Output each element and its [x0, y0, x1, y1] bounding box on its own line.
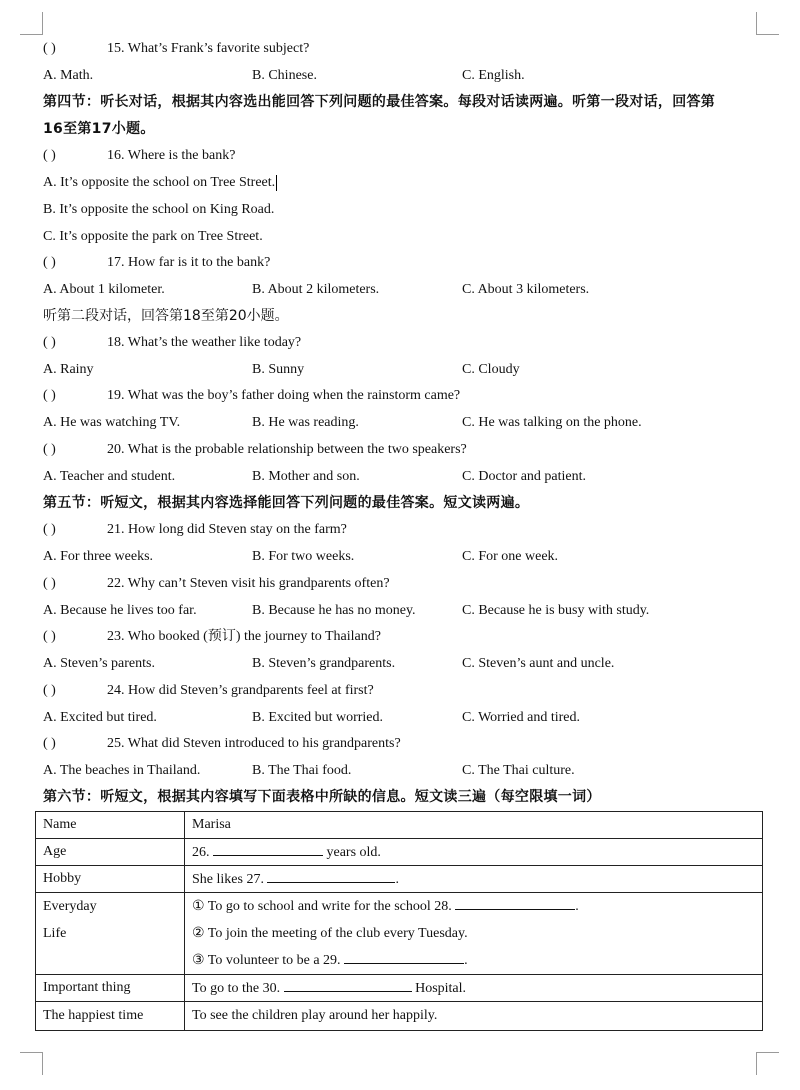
blank-prefix: ① To go to school and write for the school 28. [192, 899, 452, 914]
answer-paren[interactable]: ( ) [43, 683, 56, 698]
blank-28[interactable] [455, 897, 575, 910]
row-label: Name [36, 812, 185, 839]
question-text: 19. What was the boy’s father doing when the rainstorm came? [107, 388, 461, 403]
option-b: B. The Thai food. [252, 763, 352, 778]
question-23 [43, 628, 381, 646]
question-text: 15. What’s Frank’s favorite subject? [107, 41, 310, 56]
option-a: A. Excited but tired. [43, 710, 157, 725]
question-text: 21. How long did Steven stay on the farm? [107, 522, 347, 537]
option-a: A. Math. [43, 68, 94, 83]
option-a: A. Teacher and student. [43, 469, 176, 484]
option-a: A. Rainy [43, 362, 94, 377]
option-c: C. English. [462, 68, 525, 83]
page-corner-mark [756, 1052, 779, 1075]
option-a: A. It’s opposite the school on Tree Street. [43, 175, 276, 190]
blank-suffix: . [464, 953, 468, 968]
option-c: C. Steven’s aunt and uncle. [462, 656, 615, 671]
option-c: C. Because he is busy with study. [462, 603, 650, 618]
answer-paren[interactable]: ( ) [43, 629, 56, 644]
table-row [36, 975, 763, 1002]
answer-paren[interactable]: ( ) [43, 576, 56, 591]
page-corner-mark [20, 1052, 43, 1075]
option-b: B. Mother and son. [252, 469, 360, 484]
row-value [185, 866, 763, 893]
info-table [35, 811, 763, 1031]
option-a: A. Steven’s parents. [43, 656, 155, 671]
option-a: A. About 1 kilometer. [43, 282, 165, 297]
life-item-1 [192, 893, 755, 920]
option-b: B. Because he has no money. [252, 603, 416, 618]
question-25 [43, 735, 401, 753]
answer-paren[interactable]: ( ) [43, 148, 56, 163]
option-a-row [43, 174, 277, 192]
option-b: B. It’s opposite the school on King Road. [43, 202, 275, 217]
row-label: Important thing [36, 975, 185, 1002]
question-17 [43, 254, 270, 272]
row-label: The happiest time [36, 1002, 185, 1031]
dialog-2-instruction: 听第二段对话，回答第18至第20小题。 [43, 308, 289, 324]
blank-suffix: years old. [326, 845, 381, 860]
blank-prefix: To go to the 30. [192, 981, 281, 996]
table-row [36, 812, 763, 839]
question-21 [43, 521, 347, 539]
answer-paren[interactable]: ( ) [43, 442, 56, 457]
table-row [36, 839, 763, 866]
text-cursor [276, 175, 277, 191]
question-18 [43, 334, 301, 352]
row-label [36, 893, 185, 975]
question-15 [43, 40, 309, 58]
blank-suffix: . [575, 899, 579, 914]
blank-27[interactable] [267, 870, 395, 883]
row-value [185, 839, 763, 866]
option-b: B. About 2 kilometers. [252, 282, 380, 297]
option-b: B. He was reading. [252, 415, 359, 430]
answer-paren[interactable]: ( ) [43, 388, 56, 403]
blank-26[interactable] [213, 843, 323, 856]
option-b: B. Sunny [252, 362, 305, 377]
question-20 [43, 441, 467, 459]
blank-29[interactable] [344, 951, 464, 964]
question-22 [43, 575, 390, 593]
section-6-heading: 第六节：听短文，根据其内容填写下面表格中所缺的信息。短文读三遍（每空限填一词） [43, 789, 601, 805]
option-a: A. For three weeks. [43, 549, 154, 564]
option-c: C. About 3 kilometers. [462, 282, 590, 297]
option-c: C. For one week. [462, 549, 559, 564]
table-row [36, 866, 763, 893]
option-c: C. It’s opposite the park on Tree Street. [43, 229, 263, 244]
answer-paren[interactable]: ( ) [43, 41, 56, 56]
option-c: C. Doctor and patient. [462, 469, 587, 484]
answer-paren[interactable]: ( ) [43, 736, 56, 751]
page-corner-mark [756, 12, 779, 35]
question-text: 20. What is the probable relationship between the two speakers? [107, 442, 467, 457]
page-corner-mark [20, 12, 43, 35]
answer-paren[interactable]: ( ) [43, 255, 56, 270]
option-b: B. Chinese. [252, 68, 317, 83]
blank-suffix: . [395, 872, 399, 887]
answer-paren[interactable]: ( ) [43, 335, 56, 350]
question-text: 22. Why can’t Steven visit his grandparents often? [107, 576, 390, 591]
question-text: 25. What did Steven introduced to his grandparents? [107, 736, 401, 751]
option-c: C. The Thai culture. [462, 763, 575, 778]
option-a: A. Because he lives too far. [43, 603, 197, 618]
blank-30[interactable] [284, 979, 412, 992]
question-text: 16. Where is the bank? [107, 148, 236, 163]
option-a: A. He was watching TV. [43, 415, 181, 430]
row-value: Marisa [185, 812, 763, 839]
row-value [185, 975, 763, 1002]
row-label-line: Life [43, 926, 67, 941]
question-text: 24. How did Steven’s grandparents feel at first? [107, 683, 374, 698]
table-row [36, 893, 763, 975]
row-value [185, 893, 763, 975]
life-item-2: ② To join the meeting of the club every Tuesday. [192, 926, 468, 941]
row-label: Hobby [36, 866, 185, 893]
blank-prefix: 26. [192, 845, 210, 860]
option-b: B. Excited but worried. [252, 710, 384, 725]
option-c: C. Cloudy [462, 362, 520, 377]
blank-prefix: She likes 27. [192, 872, 264, 887]
option-a: A. The beaches in Thailand. [43, 763, 201, 778]
row-label-line: Everyday [43, 899, 97, 914]
section-4-heading-cont: 16至第17小题。 [43, 121, 155, 137]
row-value: To see the children play around her happily. [185, 1002, 763, 1031]
question-19 [43, 387, 460, 405]
blank-prefix: ③ To volunteer to be a 29. [192, 953, 341, 968]
table-row [36, 1002, 763, 1031]
row-label: Age [36, 839, 185, 866]
life-item-3 [192, 947, 755, 974]
section-5-heading: 第五节：听短文，根据其内容选择能回答下列问题的最佳答案。短文读两遍。 [43, 495, 530, 511]
question-24 [43, 682, 374, 700]
option-b: B. For two weeks. [252, 549, 355, 564]
section-4-heading: 第四节：听长对话，根据其内容选出能回答下列问题的最佳答案。每段对话读两遍。听第一段对话，回答第 [43, 94, 716, 110]
option-b: B. Steven’s grandparents. [252, 656, 396, 671]
option-c: C. He was talking on the phone. [462, 415, 642, 430]
question-text: 18. What’s the weather like today? [107, 335, 302, 350]
option-c: C. Worried and tired. [462, 710, 580, 725]
question-text: 23. Who booked (预订) the journey to Thailand? [107, 629, 381, 644]
blank-suffix: Hospital. [415, 981, 467, 996]
question-16 [43, 147, 235, 165]
answer-paren[interactable]: ( ) [43, 522, 56, 537]
question-text: 17. How far is it to the bank? [107, 255, 271, 270]
